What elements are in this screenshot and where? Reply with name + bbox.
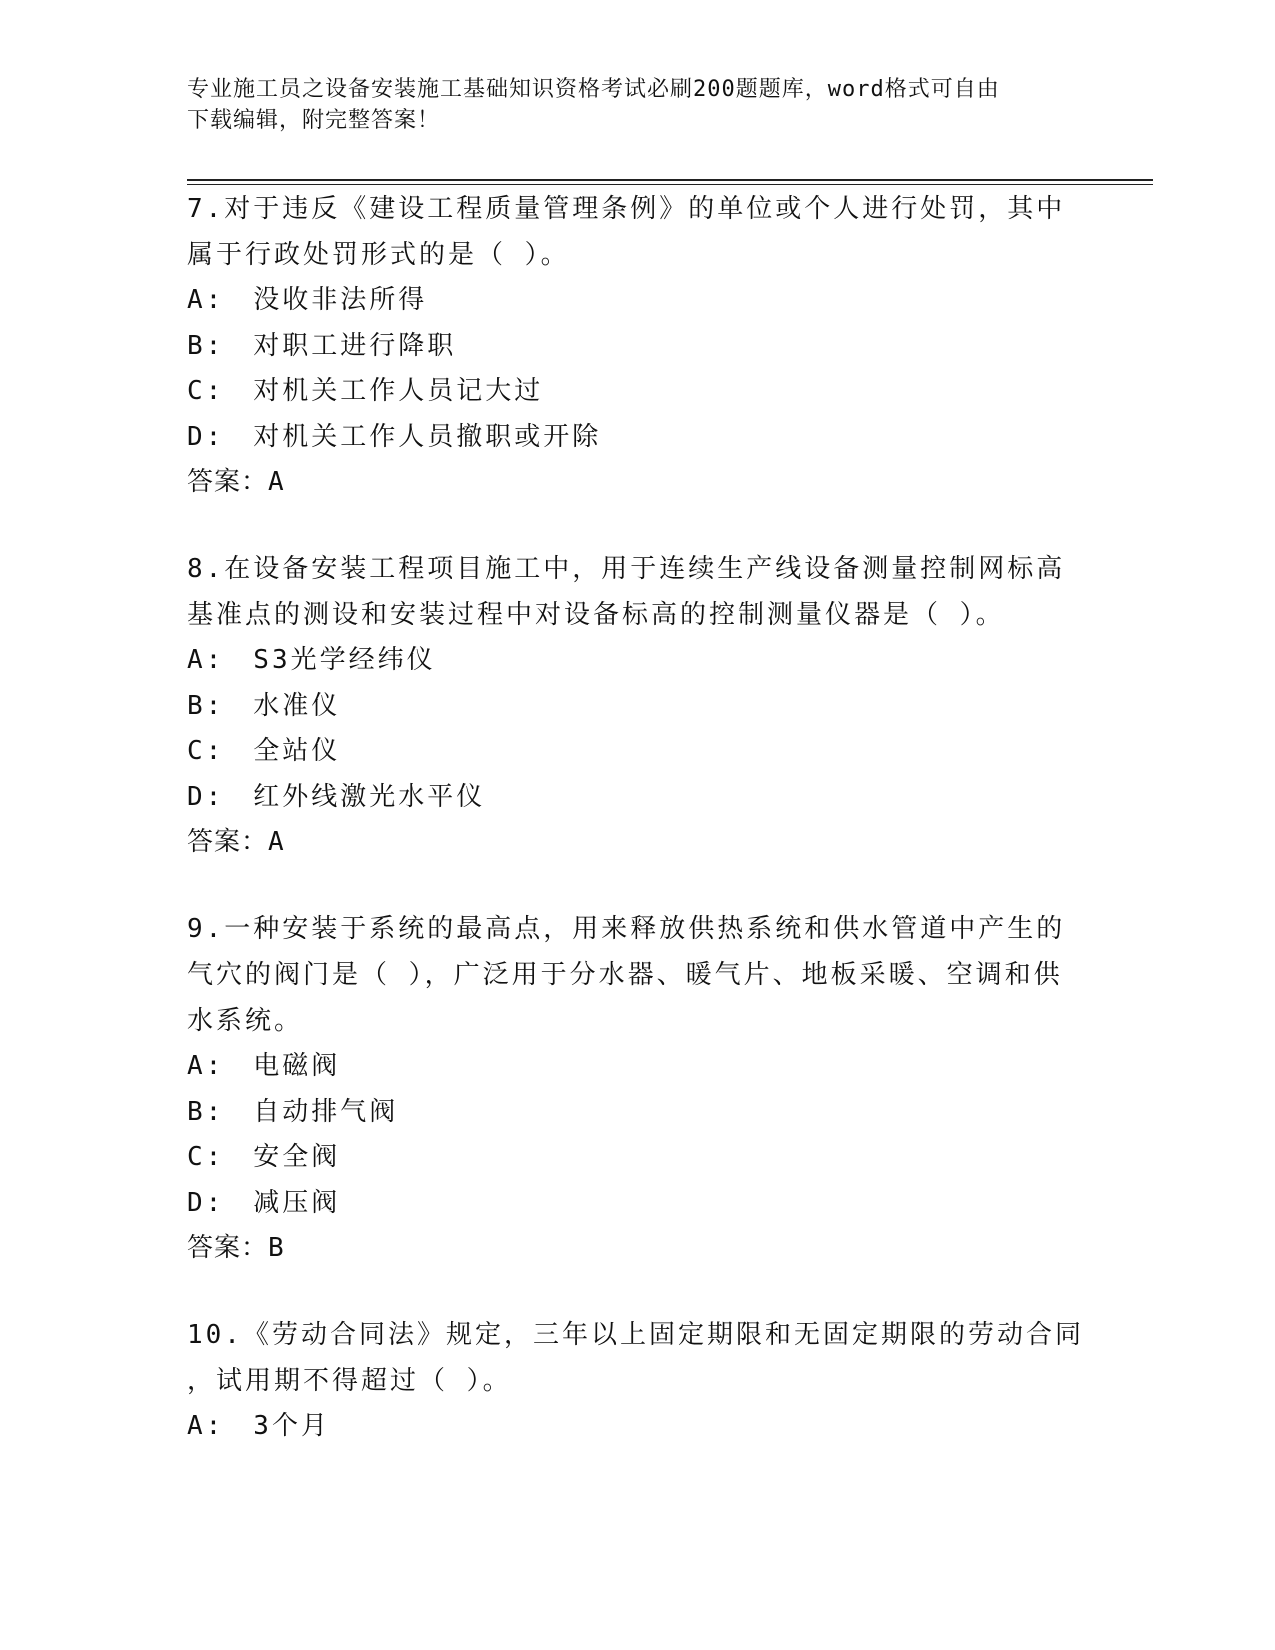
question-10 (187, 1312, 1087, 1450)
question-stem-line: 10.《劳动合同法》规定，三年以上固定期限和无固定期限的劳动合同 (187, 1320, 1084, 1350)
option-c: C: 全站仪 (187, 736, 341, 766)
header-divider-thin (187, 184, 1153, 185)
question-spacer (187, 505, 1087, 546)
option-d: D: 减压阀 (187, 1187, 341, 1218)
question-spacer (187, 865, 1087, 906)
option-a: A: 电磁阀 (187, 1051, 341, 1081)
option-d: D: 对机关工作人员撤职或开除 (187, 421, 602, 452)
header-divider-thick (187, 179, 1153, 181)
document-header (187, 74, 1087, 136)
option-b: B: 对职工进行降职 (187, 330, 457, 361)
option-c: C: 对机关工作人员记大过 (187, 376, 544, 406)
question-9 (187, 906, 1087, 1271)
option-a: A: 没收非法所得 (187, 285, 428, 315)
question-stem-line: 属于行政处罚形式的是（ ）。 (187, 240, 570, 270)
answer-value: A (268, 827, 285, 857)
question-stem-line: 9.一种安装于系统的最高点，用来释放供热系统和供水管道中产生的 (187, 914, 1066, 944)
question-stem-line: ，试用期不得超过（ ）。 (187, 1366, 512, 1396)
header-line-1: 专业施工员之设备安装施工基础知识资格考试必刷200题题库，word格式可自由 (187, 77, 1000, 102)
question-list (187, 186, 1087, 1450)
option-a: A: S3光学经纬仪 (187, 645, 436, 675)
answer-value: A (268, 467, 285, 497)
answer-label: 答案： (187, 1233, 269, 1263)
question-stem-line: 水系统。 (187, 1006, 304, 1036)
option-b: B: 水准仪 (187, 690, 341, 721)
option-c: C: 安全阀 (187, 1142, 341, 1172)
question-7 (187, 186, 1087, 505)
answer-line (187, 460, 1087, 505)
answer-line (187, 820, 1087, 865)
answer-line (187, 1226, 1087, 1271)
question-stem-line: 气穴的阀门是（ ），广泛用于分水器、暖气片、地板采暖、空调和供 (187, 960, 1063, 990)
question-stem-line: 基准点的测设和安装过程中对设备标高的控制测量仪器是（ ）。 (187, 600, 1005, 630)
option-b: B: 自动排气阀 (187, 1096, 399, 1127)
answer-label: 答案： (187, 827, 269, 857)
option-d: D: 红外线激光水平仪 (187, 781, 486, 812)
question-stem-line: 7.对于违反《建设工程质量管理条例》的单位或个人进行处罚，其中 (187, 194, 1066, 224)
header-line-2: 下载编辑，附完整答案！ (187, 108, 441, 133)
question-spacer (187, 1271, 1087, 1312)
question-stem-line: 8.在设备安装工程项目施工中，用于连续生产线设备测量控制网标高 (187, 554, 1066, 584)
option-a: A: 3个月 (187, 1411, 330, 1441)
answer-value: B (268, 1233, 285, 1263)
question-8 (187, 546, 1087, 865)
answer-label: 答案： (187, 467, 269, 497)
